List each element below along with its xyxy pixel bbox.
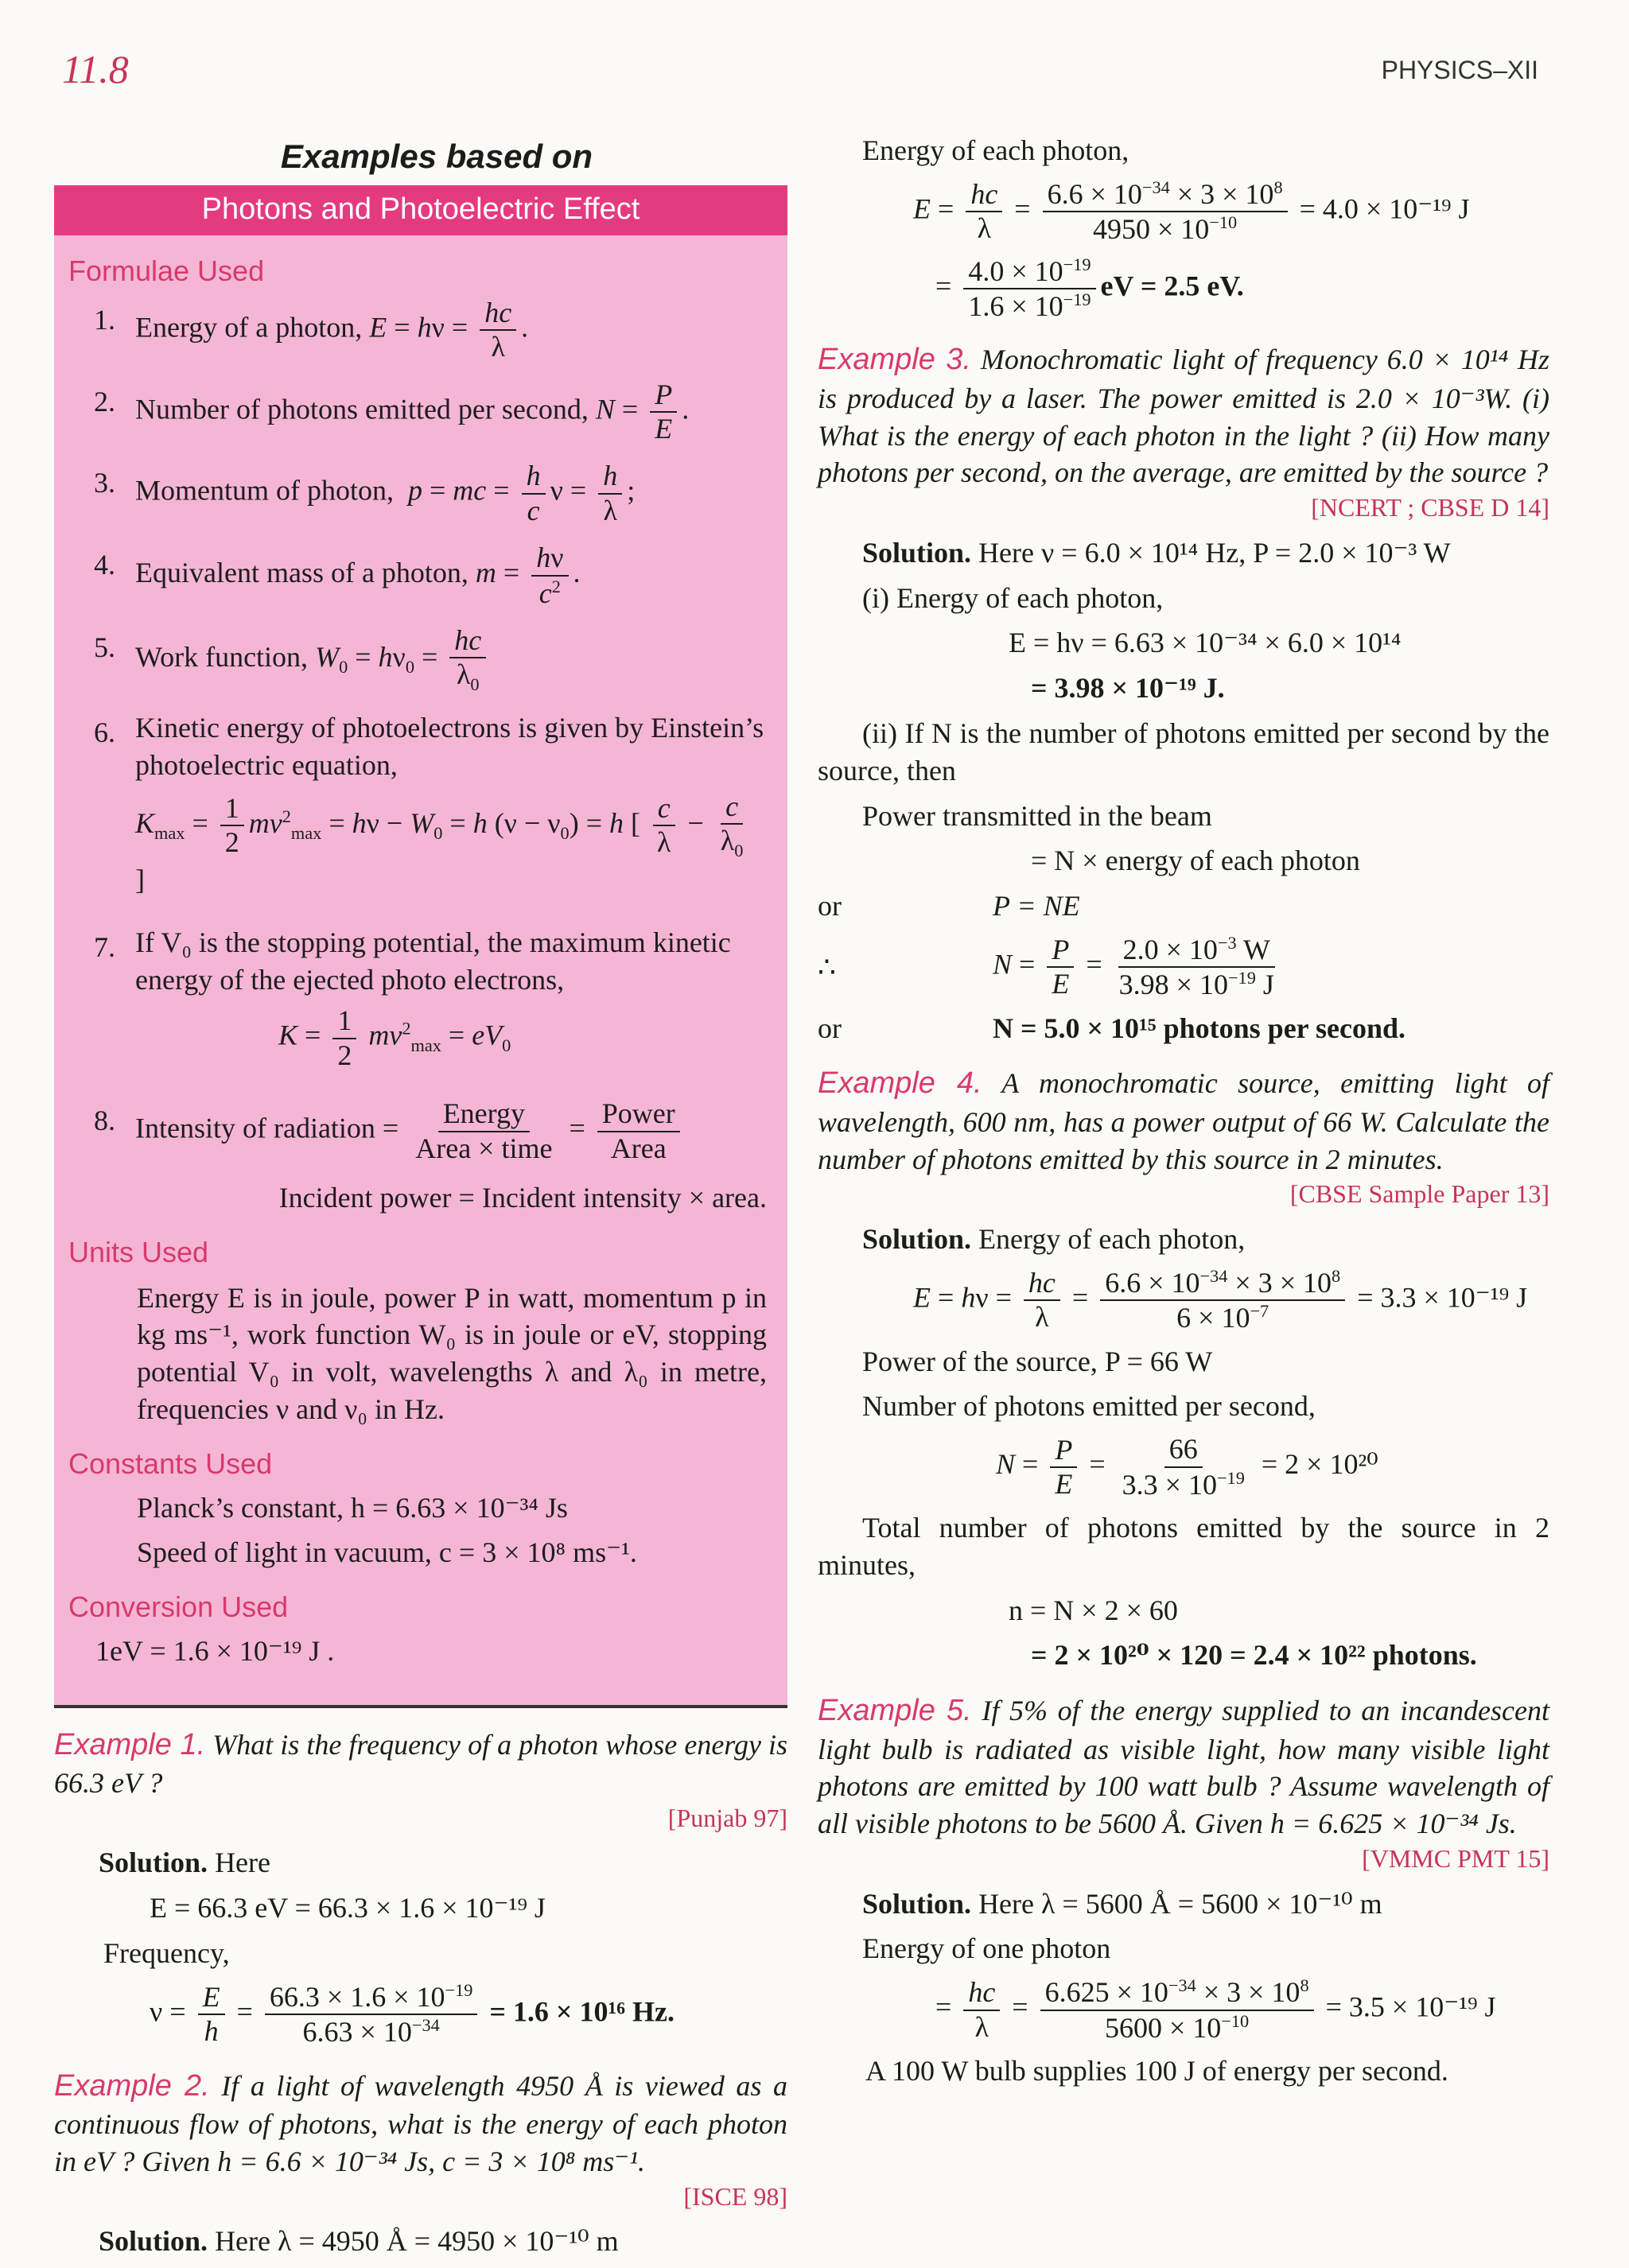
solution-label: Solution. — [99, 2225, 208, 2258]
einstein-equation: $K_{max}$ = $\frac{1}{2}$ $mv^2_{max} = h\nu - W_0 = h$ $(\nu - \nu_0) = h$ [ $\frac{c}{\lambda}$ − $\frac{c}{\lambda_0}$ ] — [135, 790, 744, 895]
solution-line: (i) Energy of each photon, — [862, 581, 1164, 614]
formula-number: 8. — [94, 1105, 115, 1137]
page-number: 11.8 — [62, 47, 129, 91]
therefore-label: ∴ — [818, 950, 836, 983]
example-ref: [Punjab 97] — [667, 1803, 787, 1832]
example-question: Monochromatic light of frequency 6.0 × 10¹⁴ Hz is produced by a laser. The power emitted is 2.0 × 10⁻³W. (i) What is the energy of each photon in the light ? (ii) How many photons per second, on the average, are emitted by the source ? — [818, 344, 1550, 489]
formula-label: Energy of a photon, — [135, 311, 363, 344]
constant-light-speed: Speed of light in vacuum, c = 3 × 10⁸ ms⁻¹. — [137, 1536, 637, 1569]
solution-equation: ν = $\frac{E}{h}$ = $\frac{66.3 \times 1.6 \times 10^{-19}}{6.63 \times 10^{-34}}$ = 1.6 × 10¹⁶ Hz. — [150, 1979, 675, 2049]
solution-line: Frequency, — [103, 1937, 230, 1970]
solution-label: Solution. — [862, 1223, 972, 1256]
solution-result: = 4.0 × 10⁻¹⁹ J — [1299, 192, 1470, 225]
solution-equation: E = $\frac{hc}{\lambda}$ = $\frac{6.6 \times 10^{-34} \times 3 \times 10^8}{4950 \times 10^{-10}}$ = 4.0 × 10⁻¹⁹ J — [913, 177, 1470, 246]
solution-result: = 2 × 10²⁰ × 120 = 2.4 × 10²² photons. — [1031, 1639, 1477, 1672]
formula-label: Momentum of photon, — [135, 475, 394, 507]
solution-line: E = 66.3 eV = 66.3 × 1.6 × 10⁻¹⁹ J — [150, 1892, 546, 1924]
example-question: If a light of wavelength 4950 Å is viewed as a continuous flow of photons, what is the energy of each photon in eV ? Given h = 6.6 × 10⁻³⁴ Js, c = 3 × 10⁸ ms⁻¹. — [54, 2069, 788, 2177]
solution-result: = 1.6 × 10¹⁶ Hz. — [489, 1995, 675, 2028]
example-question: If 5% of the energy supplied to an incandescent light bulb is radiated as visible light, how many visible light photons are emitted by 100 watt bulb ? Assume wavelength of all visible photons to be 5600 Å. Given h = 6.625 × 10⁻³⁴ Js. — [818, 1695, 1549, 1840]
example-3 — [818, 340, 1549, 1047]
solution-here: Here — [215, 1847, 271, 1879]
solution-result: N = 5.0 × 10¹⁵ photons per second. — [993, 1012, 1406, 1044]
example-ref: [CBSE Sample Paper 13] — [1289, 1179, 1549, 1209]
box-heading: Examples based on — [280, 138, 593, 175]
solution-equation: = $\frac{hc}{\lambda}$ = $\frac{6.625 \times 10^{-34} \times 3 \times 10^8}{5600 \times 10^{-10}}$ = 3.5 × 10⁻¹⁹ J — [935, 1975, 1496, 2044]
example-ref: [NCERT ; CBSE D 14] — [1311, 493, 1549, 522]
example-question: A monochromatic source, emitting light of wavelength, 600 nm, has a power output of 66 W. Calculate the number of photons emitted by this source in 2 minutes. — [818, 1067, 1549, 1175]
formula-label: If V₀ is the stopping potential, the maximum kinetic energy of the ejected photo electrons, — [135, 926, 731, 996]
incident-power: Incident power = Incident intensity × area. — [278, 1181, 767, 1214]
solution-line: P = NE — [993, 890, 1080, 922]
units-text: Energy E is in joule, power P in watt, momentum p in kg ms⁻¹, work function W₀ is in joule or eV, stopping potential V₀ in volt, wavelengths λ and λ₀ in metre, frequencies ν and ν₀ in Hz. — [137, 1281, 767, 1425]
conversion-text: 1eV = 1.6 × 10⁻¹⁹ J . — [95, 1634, 335, 1667]
formula-number: 1. — [94, 303, 115, 336]
formula-label: Intensity of radiation = — [135, 1112, 399, 1144]
solution-result: = 3.98 × 10⁻¹⁹ J. — [1031, 672, 1225, 705]
solution-text: Here λ = 5600 Å = 5600 × 10⁻¹⁰ m — [978, 1887, 1382, 1920]
example-ref: [VMMC PMT 15] — [1362, 1843, 1549, 1873]
example-1 — [54, 1726, 787, 2049]
example-5 — [818, 1691, 1549, 2090]
formula-label: Kinetic energy of photoelectrons is given by Einstein’s photoelectric equation, — [135, 712, 764, 781]
solution-equation: N = $\frac{P}{E}$ = $\frac{66}{3.3 \times 10^{-19}}$ = 2 × 10²⁰ — [996, 1433, 1378, 1501]
solution-text: Here λ = 4950 Å = 4950 × 10⁻¹⁰ m — [215, 2225, 619, 2258]
solution-label: Solution. — [862, 1887, 972, 1920]
solution-text: Energy of each photon, — [978, 1223, 1246, 1256]
solution-equation: N = $\frac{P}{E}$ = $\frac{2.0 \times 10^{-3} W}{3.98 \times 10^{-19} J}$ — [993, 932, 1274, 1001]
example-label: Example 1. — [54, 1727, 206, 1761]
left-column — [54, 127, 787, 2268]
book-title: PHYSICS–XII — [1381, 56, 1538, 84]
example-label: Example 3. — [818, 343, 971, 377]
formula-item: 8. Intensity of radiation = $\frac{\text{Energy}}{\text{Area × time}}$ = $\frac{\text{Power}}{\text{Area}}$ — [94, 1097, 767, 1165]
formula-item: 2. Number of photons emitted per second, N = $\frac{P}{E}$ . — [94, 378, 690, 445]
solution-equation: = $\frac{4.0 \times 10^{-19}}{1.6 \times 10^{-19}}$ eV = 2.5 eV. — [935, 254, 1244, 322]
example-label: Example 5. — [818, 1694, 972, 1728]
formula-label: Work function, — [135, 640, 309, 673]
example-label: Example 4. — [818, 1066, 982, 1101]
formula-number: 5. — [94, 631, 115, 663]
formula-number: 7. — [94, 930, 115, 963]
constants-title: Constants Used — [68, 1447, 273, 1480]
solution-result: = 3.3 × 10⁻¹⁹ J — [1357, 1281, 1528, 1314]
constant-planck: Planck’s constant, h = 6.63 × 10⁻³⁴ Js — [137, 1491, 568, 1524]
solution-label: Solution. — [99, 1847, 208, 1879]
or-label: or — [818, 1012, 842, 1044]
example-2 — [54, 2067, 787, 2260]
example-question: What is the frequency of a photon whose energy is 66.3 eV ? — [54, 1728, 788, 1800]
stopping-equation: K = $\frac{1}{2}$ $mv^2_{max} = eV_0$ — [278, 1004, 511, 1071]
formula-item: 5. Work function, $W_0 = h\nu_0$ = $\frac{hc}{\lambda_0}$ — [94, 624, 767, 695]
or-label: or — [818, 890, 842, 922]
units-title: Units Used — [68, 1235, 209, 1268]
solution-line: (ii) If N is the number of photons emitted per second by the source, then — [818, 717, 1549, 786]
solution-line: Power of the source, P = 66 W — [862, 1345, 1213, 1377]
formula-item: 4. Equivalent mass of a photon, m = $\frac{h\nu}{c^2}$ . — [94, 542, 581, 609]
formula-item — [94, 709, 767, 910]
solution-line: Total number of photons emitted by the source in 2 minutes, — [818, 1512, 1549, 1581]
solution-result: = 2 × 10²⁰ — [1261, 1448, 1378, 1481]
solution-text: Here ν = 6.0 × 10¹⁴ Hz, P = 2.0 × 10⁻³ W — [978, 536, 1451, 569]
box-banner: Photons and Photoelectric Effect — [54, 185, 787, 235]
formula-number: 2. — [94, 385, 115, 417]
solution-line: E = hν = 6.63 × 10⁻³⁴ × 6.0 × 10¹⁴ — [1009, 627, 1402, 659]
solution-line: Power transmitted in the beam — [862, 799, 1212, 832]
solution-equation: E = hν = $\frac{hc}{\lambda}$ = $\frac{6.6 \times 10^{-34} \times 3 \times 10^8}{6 \times 10^{-7}}$ = 3.3 × 10⁻¹⁹ J — [913, 1265, 1528, 1334]
formula-item: 3. Momentum of photon, p = mc = $\frac{h}{c}$ ν = $\frac{h}{\lambda}$ ; — [94, 460, 636, 526]
formula-label: Equivalent mass of a photon, — [135, 557, 468, 589]
solution-line: Number of photons emitted per second, — [862, 1390, 1316, 1423]
formula-number: 4. — [94, 549, 115, 581]
formula-number: 6. — [94, 717, 115, 749]
formula-item: 1. Energy of a photon, E = hν = $\frac{hc}{\lambda}$ . — [94, 296, 529, 363]
conversion-title: Conversion Used — [68, 1590, 289, 1624]
solution-line: = N × energy of each photon — [1031, 845, 1360, 877]
solution-result: eV = 2.5 eV. — [1100, 270, 1244, 302]
example-ref: [ISCE 98] — [683, 2181, 787, 2211]
formulae-title: Formulae Used — [68, 254, 265, 287]
solution-line: A 100 W bulb supplies 100 J of energy per second. — [865, 2054, 1448, 2087]
formula-number: 3. — [94, 467, 115, 499]
formula-item — [94, 924, 767, 1083]
solution-line: n = N × 2 × 60 — [1009, 1594, 1178, 1626]
solution-line: Energy of one photon — [862, 1932, 1111, 1965]
solution-line: Energy of each photon, — [862, 134, 1129, 166]
formula-label: Number of photons emitted per second, — [135, 393, 589, 425]
formula-box — [54, 185, 787, 1708]
solution-result: = 3.5 × 10⁻¹⁹ J — [1325, 1990, 1496, 2023]
solution-label: Solution. — [862, 536, 972, 569]
example-4 — [818, 1064, 1549, 1674]
example-label: Example 2. — [54, 2068, 210, 2103]
right-column — [818, 127, 1549, 2098]
